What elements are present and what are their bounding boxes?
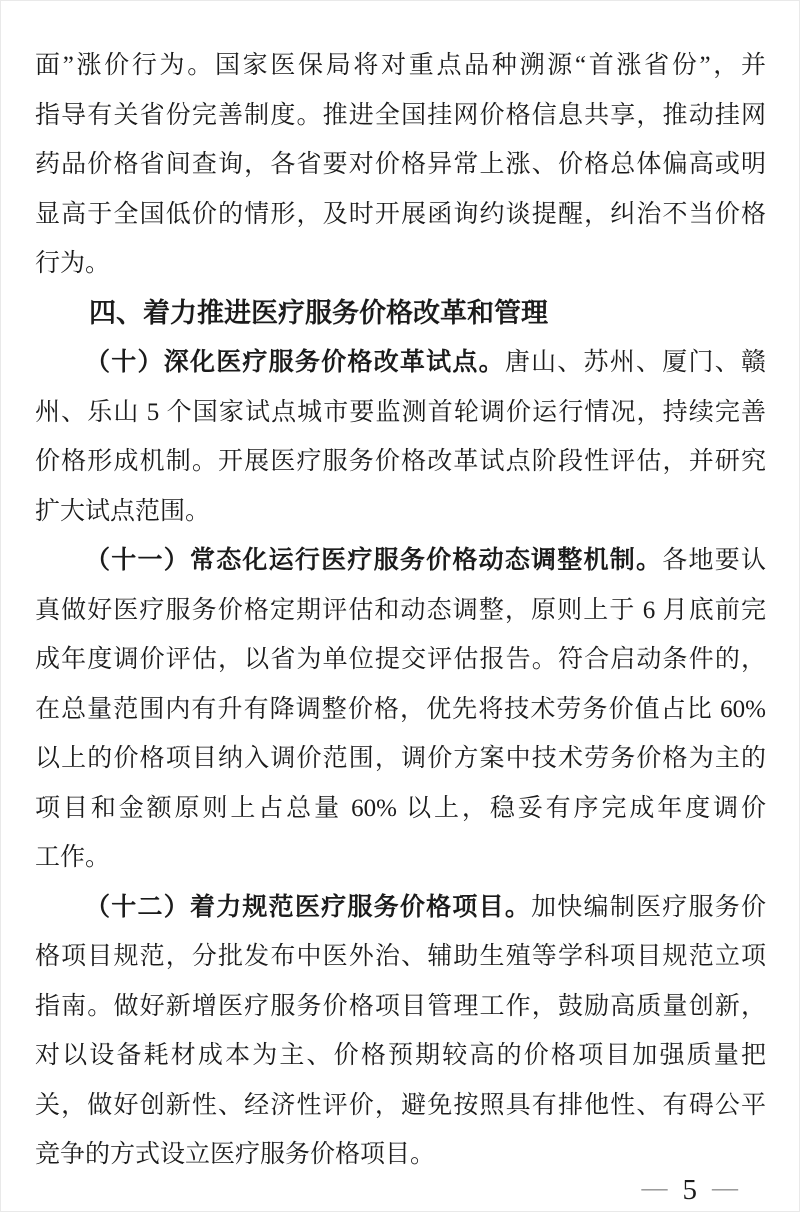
text-line: 药品价格省间查询，各省要对价格异常上涨、价格总体偏高或明 [35, 151, 766, 178]
text-line: 扩大试点范围。 [35, 497, 211, 525]
text-line [35, 338, 766, 388]
text-line: 成年度调价评估，以省为单位提交评估报告。符合启动条件的， [35, 646, 766, 673]
text-line: 州、乐山 5 个国家试点城市要监测首轮调价运行情况，持续完善 [35, 398, 766, 426]
item-lead-bold: （十）深化医疗服务价格改革试点。 [85, 349, 505, 376]
item-lead-rest: 唐山、苏州、厦门、赣 [504, 349, 766, 376]
text-line: 面”涨价行为。国家医保局将对重点品种溯源“首涨省份”，并 [35, 52, 766, 79]
text-line: 行为。 [35, 250, 111, 277]
text-line: 指导有关省份完善制度。推进全国挂网价格信息共享，推动挂网 [35, 101, 766, 129]
text-line [35, 883, 766, 933]
text-line: 真做好医疗服务价格定期评估和动态调整，原则上于 6 月底前完 [35, 596, 766, 624]
item-lead-bold: （十二）着力规范医疗服务价格项目。 [85, 893, 532, 921]
text-line: 对以设备耗材成本为主、价格预期较高的价格项目加强质量把 [35, 1042, 766, 1069]
text-line: 以上的价格项目纳入调价范围，调价方案中技术劳务价格为主的 [35, 745, 766, 772]
footer-dash-right: — [712, 1173, 738, 1202]
text-line: 显高于全国低价的情形，及时开展函询约谈提醒，纠治不当价格 [35, 200, 766, 228]
document-body [35, 41, 766, 1180]
text-line [35, 536, 766, 586]
text-line: 价格形成机制。开展医疗服务价格改革试点阶段性评估，并研究 [35, 448, 766, 475]
item-lead-rest: 各地要认 [662, 547, 766, 574]
text-line: 关，做好创新性、经济性评价，避免按照具有排他性、有碍公平 [35, 1091, 766, 1119]
text-line: 格项目规范，分批发布中医外治、辅助生殖等学科项目规范立项 [35, 943, 766, 970]
text-line: 指南。做好新增医疗服务价格项目管理工作，鼓励高质量创新， [35, 992, 766, 1020]
page-number: 5 [682, 1174, 697, 1206]
text-line: 工作。 [35, 844, 111, 871]
item-lead-bold: （十一）常态化运行医疗服务价格动态调整机制。 [85, 547, 663, 574]
item-lead-rest: 加快编制医疗服务价 [531, 893, 766, 921]
text-line: 竞争的方式设立医疗服务价格项目。 [35, 1141, 436, 1168]
footer-dash-left: — [641, 1173, 668, 1202]
page-footer [642, 1175, 739, 1205]
text-line: 项目和金额原则上占总量 60% 以上，稳妥有序完成年度调价 [35, 794, 766, 822]
text-line: 在总量范围内有升有降调整价格，优先将技术劳务价值占比 60% [35, 695, 766, 723]
section-heading: 四、着力推进医疗服务价格改革和管理 [89, 297, 548, 328]
